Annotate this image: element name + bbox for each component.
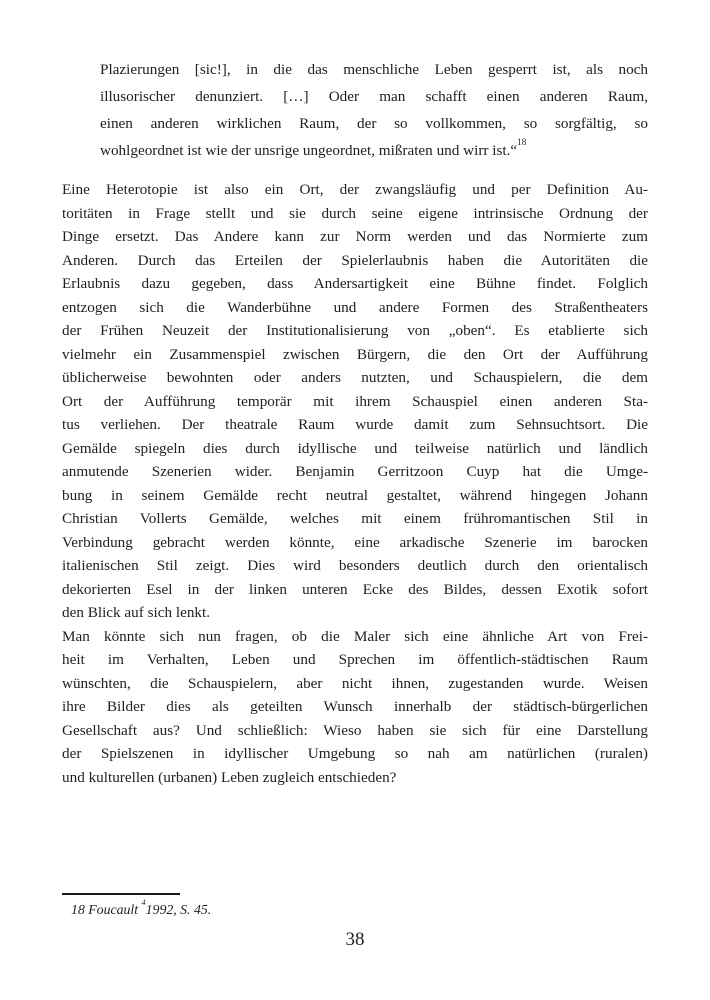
text-line: Verbindung gebracht werden könnte, eine arkadische Szenerie im barocken [62,533,648,551]
quote-line [100,137,648,164]
text-line: Ort der Aufführung temporär mit ihrem Schauspiel einen anderen Sta- [62,392,648,410]
page-number: 38 [345,929,365,950]
quote-line: einen anderen wirklichen Raum, der so vollkommen, so sorgfältig, so [100,115,648,132]
text-line: anmutende Szenerien wider. Benjamin Gerritzoon Cuyp hat die Umge- [62,463,648,480]
text-line: den Blick auf sich lenkt. [62,604,211,621]
main-text [62,178,648,789]
text-line: italienischen Stil zeigt. Dies wird besonders deutlich durch den orientalisch [62,557,648,574]
text-line: Gemälde spiegeln dies durch idyllische und teilweise natürlich und ländlich [62,439,648,457]
footnote-text: 1992, S. 45. [145,902,212,917]
text-line: bung in seinem Gemälde recht neutral gestaltet, während hingegen Johann [62,486,648,504]
text-line: Dinge ersetzt. Das Andere kann zur Norm werden und das Normierte zum [62,228,648,245]
text-line: Christian Vollerts Gemälde, welches mit einem frühromantischen Stil in [62,510,648,527]
paragraph-2 [62,625,648,790]
text-line: dekorierten Esel in der linken unteren Ecke des Bildes, dessen Exotik sofort [62,580,648,598]
text-line: ihre Bilder dies als geteilten Wunsch innerhalb der städtisch-bürgerlichen [62,698,648,715]
footnote-reference: 18 [517,136,527,147]
text-line: tus verliehen. Der theatrale Raum wurde damit zum Sehnsuchtsort. Die [62,416,648,433]
text-line: toritäten in Frage stellt und sie durch seine eigene intrinsische Ordnung der [62,204,648,222]
text-line: der Spielszenen in idyllischer Umgebung so nah am natürlichen (ruralen) [62,745,648,762]
text-line: entzogen sich die Wanderbühne und andere Formen des Straßentheaters [62,298,648,316]
text-line: Man könnte sich nun fragen, ob die Maler sich eine ähnliche Art von Frei- [62,627,648,645]
footnote-text: 18 Foucault [71,902,142,917]
text-line: üblicherweise bewohnten oder anders nutzten, und Schauspielern, die dem [62,369,648,386]
text-line: heit im Verhalten, Leben und Sprechen im öffentlich-städtischen Raum [62,651,648,668]
footnote-edition-superscript: 4 [141,897,146,907]
quote-line-text: wohlgeordnet ist wie der unsrige ungeordnet, mißraten und wirr ist.“ [100,142,518,159]
text-line: Eine Heterotopie ist also ein Ort, der zwangsläufig und per Definition Au- [62,181,648,198]
text-line: Gesellschaft aus? Und schließlich: Wieso haben sie sich für eine Darstellung [62,721,648,739]
text-line: Erlaubnis dazu gegeben, dass Andersartigkeit eine Bühne findet. Folglich [62,275,648,292]
block-quote [100,56,648,164]
text-line: Anderen. Durch das Erteilen der Spielerlaubnis haben die Autoritäten die [62,251,648,269]
footnote [71,897,631,919]
quote-line: Plazierungen [sic!], in die das menschliche Leben gesperrt ist, als noch [100,61,648,78]
text-line: der Frühen Neuzeit der Institutionalisierung von „oben“. Es etablierte sich [62,322,648,339]
paragraph-1 [62,178,648,625]
text-line: vielmehr ein Zusammenspiel zwischen Bürgern, die den Ort der Aufführung [62,345,648,363]
text-line: und kulturellen (urbanen) Leben zugleich entschieden? [62,768,397,786]
text-line: wünschten, die Schauspielern, aber nicht ihnen, zugestanden wurde. Weisen [62,674,648,692]
quote-line: illusorischer denunziert. […] Oder man schafft einen anderen Raum, [100,88,648,105]
footnote-separator-rule [62,893,180,895]
